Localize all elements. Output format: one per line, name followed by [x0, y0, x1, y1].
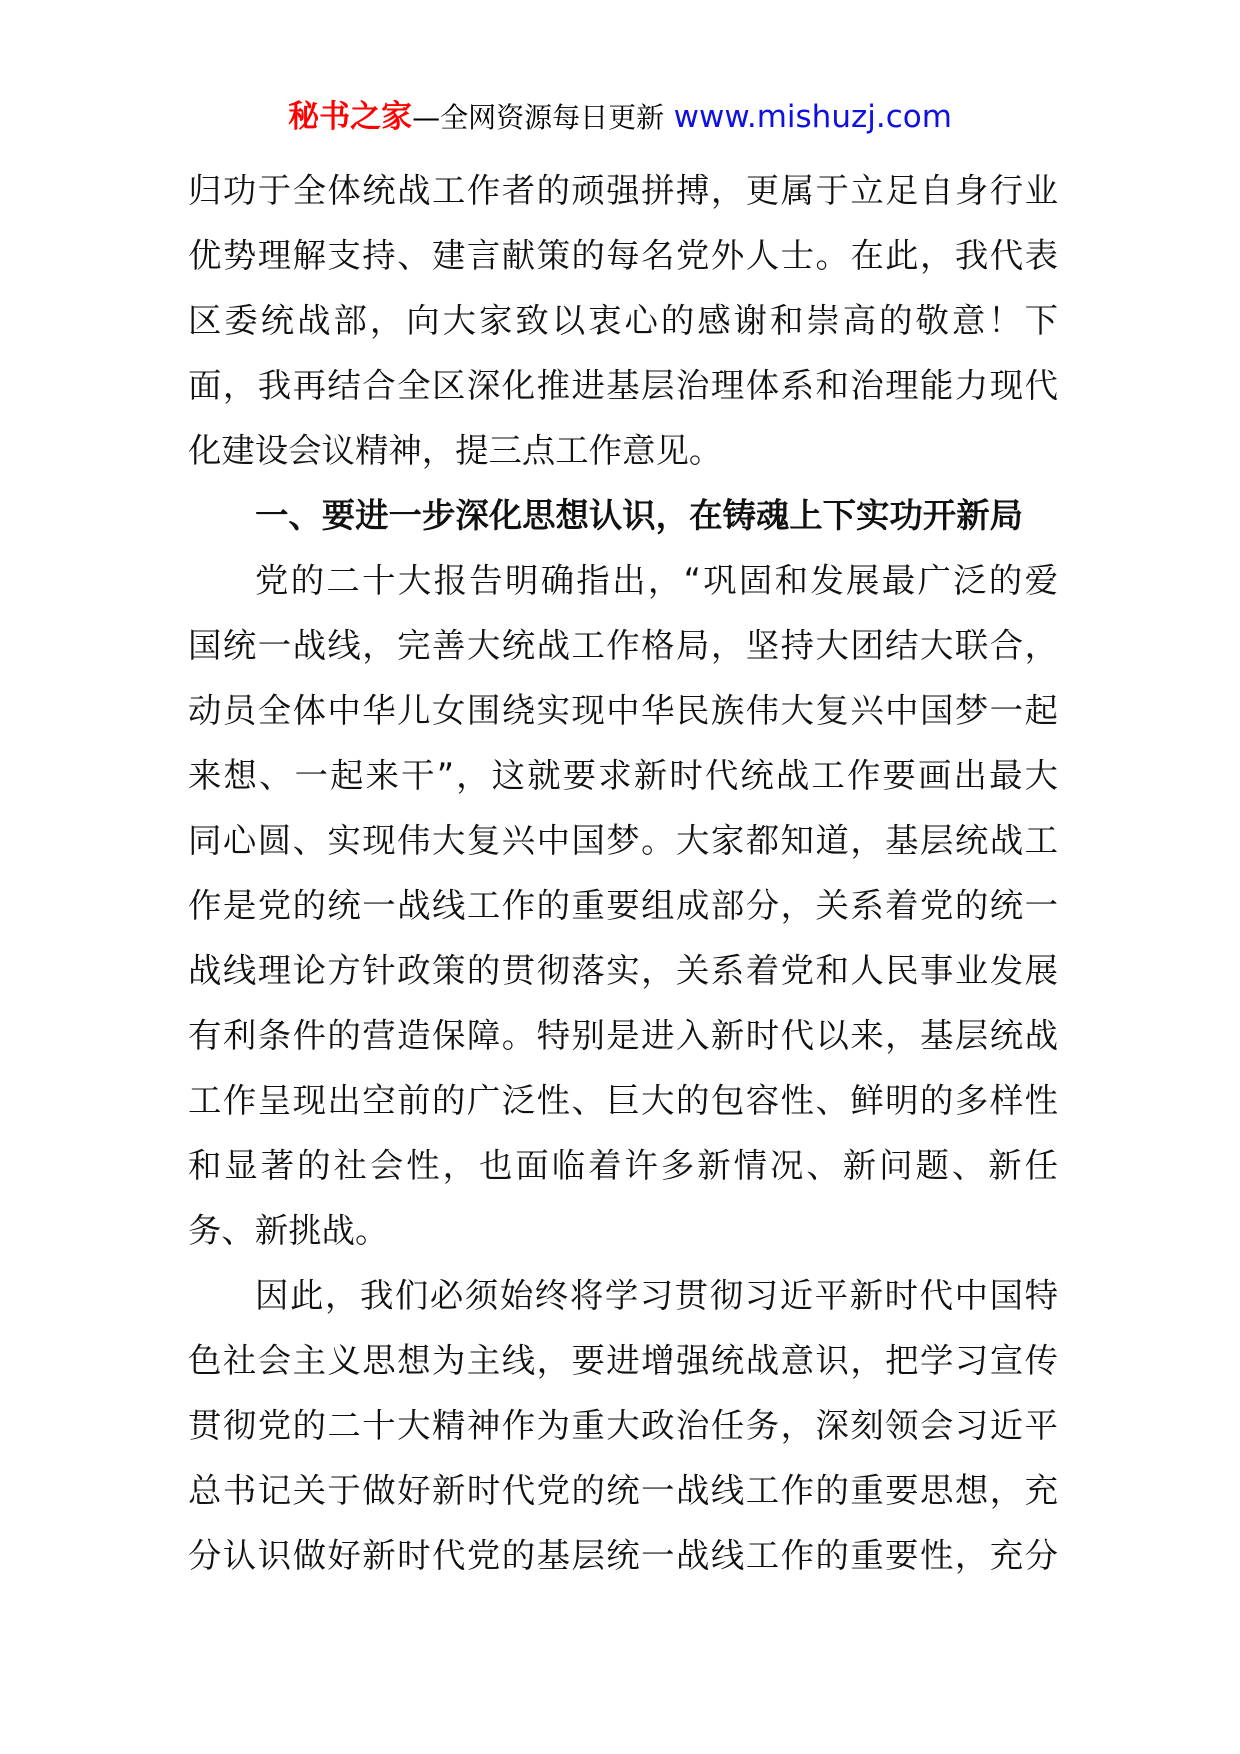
text-line: 和显著的社会性，也面临着许多新情况、新问题、新任 — [188, 1146, 1058, 1185]
text-line: 来想、一起来干”，这就要求新时代统战工作要画出最大 — [188, 756, 1058, 795]
text-line: 务、新挑战。 — [188, 1211, 389, 1250]
text-line: 归功于全体统战工作者的顽强拼搏，更属于立足自身行业 — [188, 171, 1058, 210]
text-line: 党的二十大报告明确指出，“巩固和发展最广泛的爱 — [255, 561, 1058, 600]
site-brand: 秘书之家 — [288, 99, 413, 135]
text-line: 分认识做好新时代党的基层统一战线工作的重要性，充分 — [188, 1536, 1058, 1575]
document-body — [188, 158, 1058, 1588]
text-line: 国统一战线，完善大统战工作格局，坚持大团结大联合， — [188, 626, 1058, 665]
text-line: 动员全体中华儿女围绕实现中华民族伟大复兴中国梦一起 — [188, 691, 1058, 730]
text-line: 色社会主义思想为主线，要进增强统战意识，把学习宣传 — [188, 1341, 1058, 1380]
text-line: 面，我再结合全区深化推进基层治理体系和治理能力现代 — [188, 366, 1058, 405]
text-line: 总书记关于做好新时代党的统一战线工作的重要思想，充 — [188, 1471, 1058, 1510]
page-header — [0, 97, 1240, 138]
text-line: 区委统战部，向大家致以衷心的感谢和崇高的敬意！下 — [188, 301, 1058, 340]
text-line: 化建设会议精神，提三点工作意见。 — [188, 431, 723, 470]
text-line: 战线理论方针政策的贯彻落实，关系着党和人民事业发展 — [188, 951, 1058, 990]
site-tagline: —全网资源每日更新 — [412, 101, 665, 134]
text-line: 优势理解支持、建言献策的每名党外人士。在此，我代表 — [188, 236, 1058, 275]
text-line: 有利条件的营造保障。特别是进入新时代以来，基层统战 — [188, 1016, 1058, 1055]
text-line: 工作呈现出空前的广泛性、巨大的包容性、鲜明的多样性 — [188, 1081, 1058, 1120]
text-line: 作是党的统一战线工作的重要组成部分，关系着党的统一 — [188, 886, 1058, 925]
section-heading: 一、要进一步深化思想认识，在铸魂上下实功开新局 — [255, 496, 1023, 535]
text-line: 因此，我们必须始终将学习贯彻习近平新时代中国特 — [255, 1276, 1058, 1315]
text-line: 同心圆、实现伟大复兴中国梦。大家都知道，基层统战工 — [188, 821, 1058, 860]
text-line: 贯彻党的二十大精神作为重大政治任务，深刻领会习近平 — [188, 1406, 1058, 1445]
site-url-link[interactable]: www.mishuzj.com — [673, 99, 952, 135]
